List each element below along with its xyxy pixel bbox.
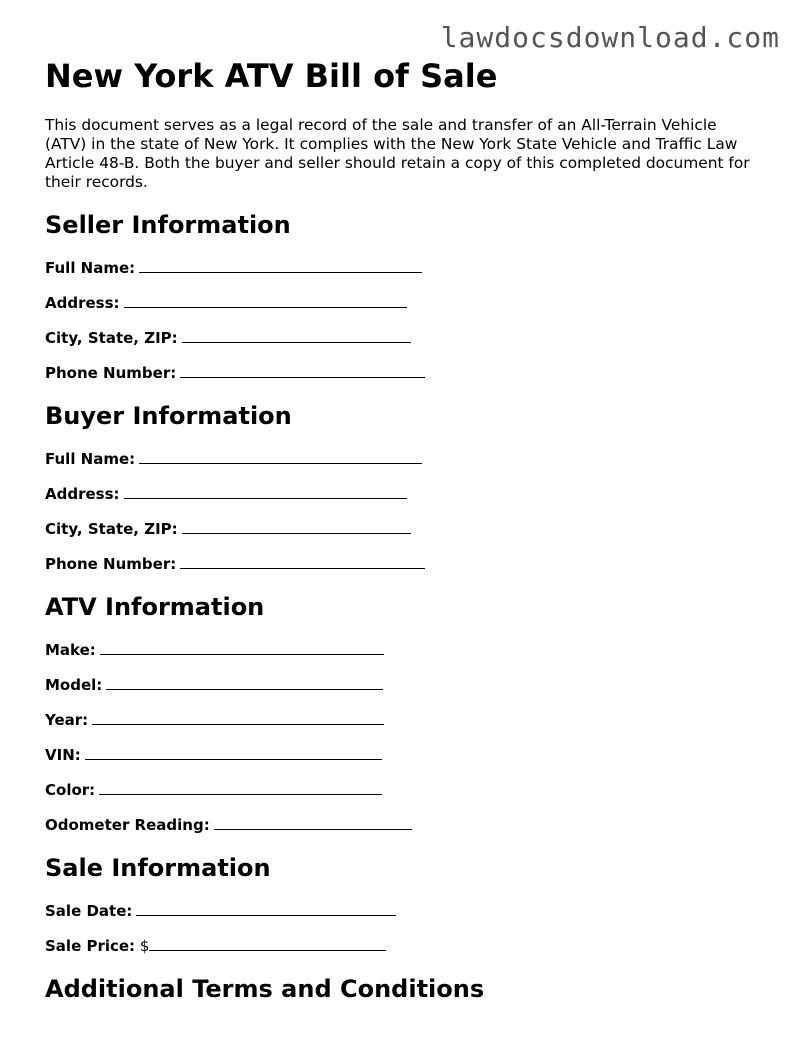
seller-city-state-zip-blank[interactable] <box>182 328 411 343</box>
terms-section <box>45 973 765 1005</box>
buyer-address-blank[interactable] <box>124 484 407 499</box>
document-page <box>45 56 765 1005</box>
atv-odometer-field <box>45 815 765 835</box>
field-label: City, State, ZIP: <box>45 520 178 538</box>
sale-price-blank[interactable] <box>149 936 386 951</box>
field-label: Odometer Reading: <box>45 816 210 834</box>
field-label: Make: <box>45 641 96 659</box>
sale-section <box>45 852 765 956</box>
sale-date-blank[interactable] <box>136 901 396 916</box>
field-label: Sale Date: <box>45 902 133 920</box>
sale-date-field <box>45 901 765 921</box>
buyer-phone-blank[interactable] <box>180 554 425 569</box>
buyer-section <box>45 400 765 574</box>
field-label: City, State, ZIP: <box>45 329 178 347</box>
atv-make-blank[interactable] <box>100 640 384 655</box>
watermark: lawdocsdownload.com <box>440 21 780 54</box>
seller-heading: Seller Information <box>45 211 291 239</box>
seller-phone-blank[interactable] <box>180 363 425 378</box>
field-label: Color: <box>45 781 96 799</box>
atv-year-blank[interactable] <box>92 710 384 725</box>
buyer-heading: Buyer Information <box>45 402 292 430</box>
atv-color-field <box>45 780 765 800</box>
seller-city-state-zip-field <box>45 328 765 348</box>
atv-year-field <box>45 710 765 730</box>
buyer-address-field <box>45 484 765 504</box>
field-label: Sale Price: <box>45 937 136 955</box>
field-label: Full Name: <box>45 259 136 277</box>
field-label: Phone Number: <box>45 364 177 382</box>
field-label: Year: <box>45 711 89 729</box>
intro-paragraph: This document serves as a legal record of the sale and transfer of an All-Terrain Vehicle (ATV) in the state of New York. It complies with the New York State Vehicle and Traffic Law Article 48-B. Both the buyer and seller should retain a copy of this completed document for their records. <box>45 116 750 191</box>
buyer-phone-field <box>45 554 765 574</box>
field-label: Phone Number: <box>45 555 177 573</box>
field-label: VIN: <box>45 746 81 764</box>
seller-address-field <box>45 293 765 313</box>
buyer-city-state-zip-blank[interactable] <box>182 519 411 534</box>
currency-symbol: $ <box>139 937 150 955</box>
buyer-full-name-field <box>45 449 765 469</box>
atv-vin-field <box>45 745 765 765</box>
field-label: Address: <box>45 294 120 312</box>
atv-model-blank[interactable] <box>106 675 383 690</box>
field-label: Address: <box>45 485 120 503</box>
atv-color-blank[interactable] <box>99 780 382 795</box>
atv-heading: ATV Information <box>45 593 265 621</box>
atv-model-field <box>45 675 765 695</box>
seller-full-name-field <box>45 258 765 278</box>
field-label: Full Name: <box>45 450 136 468</box>
sale-heading: Sale Information <box>45 854 271 882</box>
seller-phone-field <box>45 363 765 383</box>
page-title: New York ATV Bill of Sale <box>45 57 498 95</box>
atv-vin-blank[interactable] <box>85 745 382 760</box>
atv-odometer-blank[interactable] <box>214 815 412 830</box>
buyer-city-state-zip-field <box>45 519 765 539</box>
terms-heading: Additional Terms and Conditions <box>45 975 485 1003</box>
field-label: Model: <box>45 676 103 694</box>
atv-section <box>45 591 765 835</box>
seller-full-name-blank[interactable] <box>139 258 422 273</box>
seller-address-blank[interactable] <box>124 293 407 308</box>
buyer-full-name-blank[interactable] <box>139 449 422 464</box>
seller-section <box>45 209 765 383</box>
sale-price-field <box>45 936 765 956</box>
atv-make-field <box>45 640 765 660</box>
